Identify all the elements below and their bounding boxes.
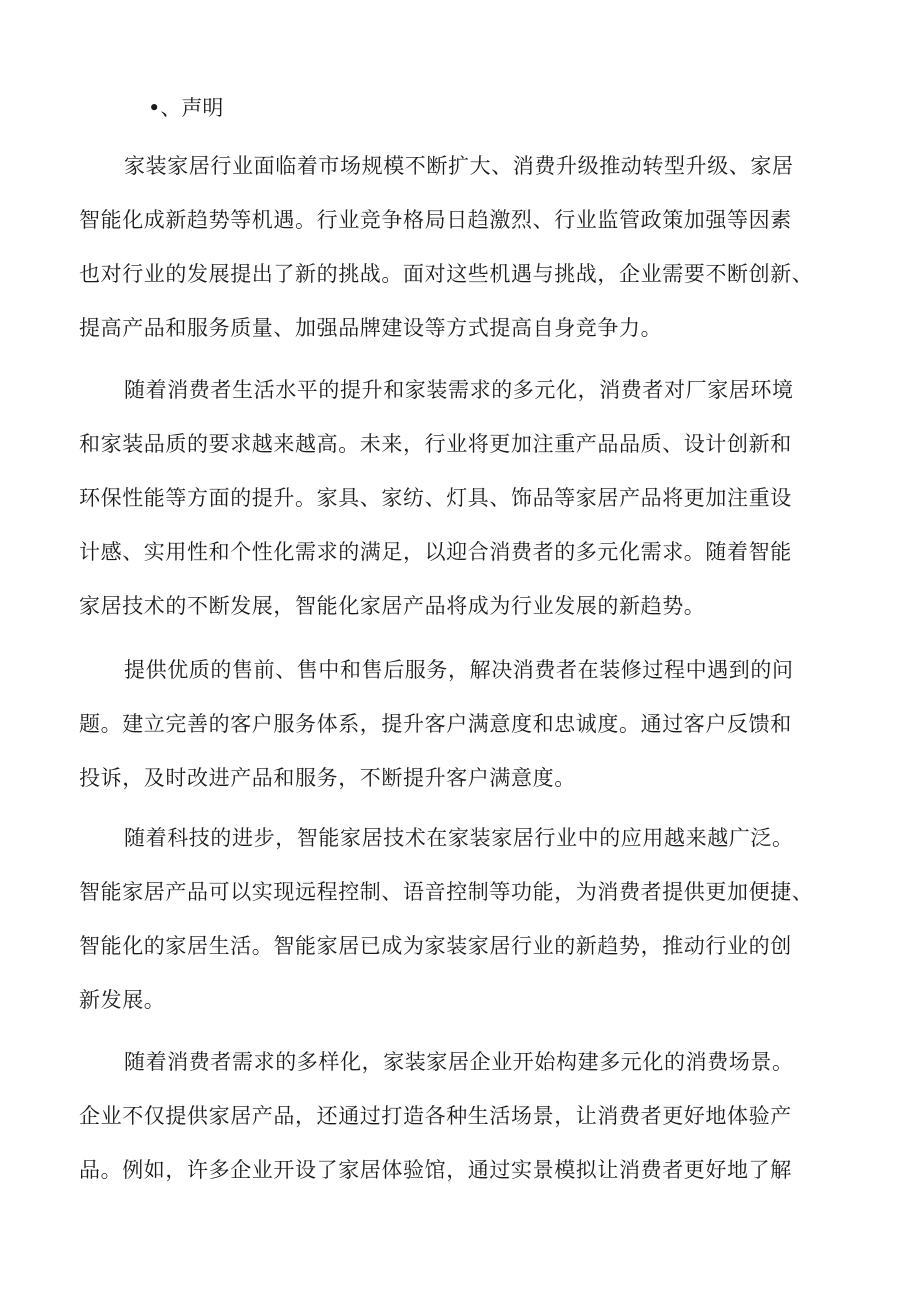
- paragraph-line: 品。例如，许多企业开设了家居体验馆，通过实景模拟让消费者更好地了解: [79, 1158, 792, 1182]
- paragraph-1: [79, 150, 859, 366]
- paragraph-line: 随着消费者生活水平的提升和家装需求的多元化，消费者对厂家居环境: [124, 378, 794, 402]
- section-heading: •、声明: [148, 96, 224, 120]
- paragraph-line: 随着科技的进步，智能家居技术在家装家居行业中的应用越来越广泛。: [124, 826, 794, 850]
- paragraph-line: 家装家居行业面临着市场规模不断扩大、消费升级推动转型升级、家居: [124, 154, 794, 178]
- paragraph-line: 智能化成新趋势等机遇。行业竞争格局日趋激烈、行业监管政策加强等因素: [79, 208, 792, 232]
- paragraph-line: 环保性能等方面的提升。家具、家纺、灯具、饰品等家居产品将更加注重设: [79, 486, 792, 510]
- paragraph-line: 提高产品和服务质量、加强品牌建设等方式提高自身竞争力。: [79, 316, 663, 340]
- paragraph-line: 家居技术的不断发展，智能化家居产品将成为行业发展的新趋势。: [79, 594, 706, 618]
- paragraph-3: [79, 654, 859, 816]
- paragraph-line: 智能化的家居生活。智能家居已成为家装家居行业的新趋势，推动行业的创: [79, 934, 792, 958]
- paragraph-5: [79, 1046, 859, 1208]
- paragraph-line: 投诉，及时改进产品和服务，不断提升客户满意度。: [79, 766, 576, 790]
- paragraph-line: 新发展。: [79, 988, 166, 1012]
- paragraph-line: 题。建立完善的客户服务体系，提升客户满意度和忠诚度。通过客户反馈和: [79, 712, 792, 736]
- paragraph-4: [79, 822, 859, 1038]
- paragraph-line: 企业不仅提供家居产品，还通过打造各种生活场景，让消费者更好地体验产: [79, 1104, 792, 1128]
- paragraph-line: 计感、实用性和个性化需求的满足，以迎合消费者的多元化需求。随着智能: [79, 540, 792, 564]
- paragraph-line: 随着消费者需求的多样化，家装家居企业开始构建多元化的消费场景。: [124, 1050, 794, 1074]
- paragraph-line: 智能家居产品可以实现远程控制、语音控制等功能，为消费者提供更加便捷、: [79, 880, 814, 904]
- paragraph-line: 和家装品质的要求越来越高。未来，行业将更加注重产品品质、设计创新和: [79, 432, 792, 456]
- paragraph-2: [79, 374, 859, 644]
- paragraph-line: 也对行业的发展提出了新的挑战。面对这些机遇与挑战，企业需要不断创新、: [79, 262, 814, 286]
- paragraph-line: 提供优质的售前、售中和售后服务，解决消费者在装修过程中遇到的问: [124, 658, 794, 682]
